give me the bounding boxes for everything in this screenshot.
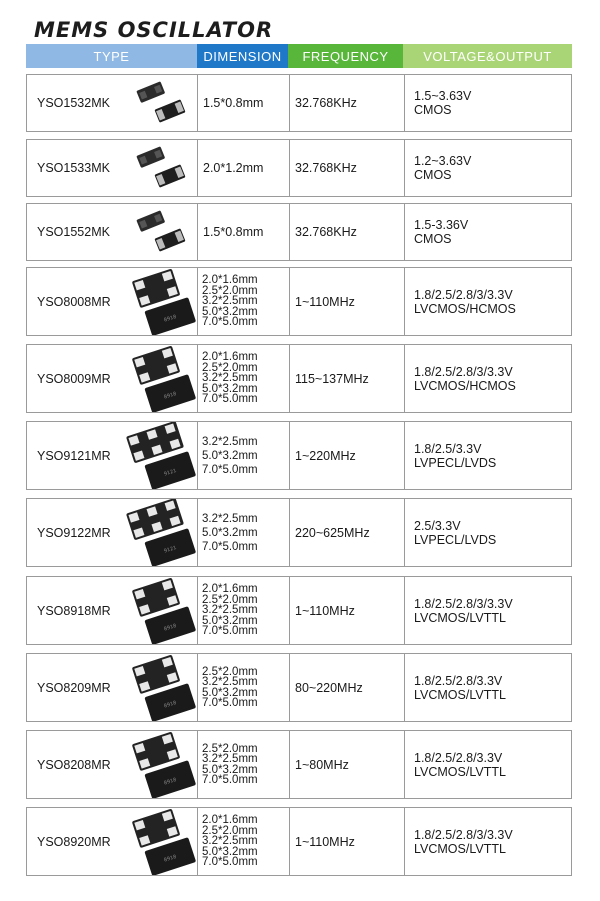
table-row — [26, 576, 572, 645]
two-pad-small-package-icon — [130, 140, 190, 196]
dimension-value: 7.0*5.0mm — [202, 774, 258, 786]
voltage-value: 2.5/3.3V — [414, 518, 461, 533]
dimension-cell — [197, 345, 294, 412]
type-cell — [27, 75, 197, 131]
output-value: LVCMOS/LVTTL — [414, 764, 506, 779]
frequency-cell: 32.768KHz — [289, 75, 404, 131]
type-cell — [27, 654, 197, 721]
svg-text:8918: 8918 — [163, 699, 178, 710]
frequency-cell: 1~110MHz — [289, 577, 404, 644]
dimension-value: 7.0*5.0mm — [202, 697, 258, 709]
dimension-value: 5.0*3.2mm — [202, 763, 258, 776]
table-row — [26, 653, 572, 722]
dimension-cell — [197, 140, 295, 196]
voltage-output-cell — [404, 75, 571, 131]
table-row — [26, 74, 572, 132]
dimension-value: 3.2*2.5mm — [202, 372, 258, 385]
dimension-value: 2.5*2.0mm — [202, 593, 258, 606]
page-title: MEMS OSCILLATOR — [34, 18, 274, 42]
dimension-value: 7.0*5.0mm — [202, 463, 258, 476]
svg-text:9121: 9121 — [163, 467, 178, 478]
model-name: YSO1533MK — [37, 161, 110, 175]
dimension-value: 7.0*5.0mm — [202, 316, 258, 329]
table-header — [26, 44, 572, 68]
output-value: CMOS — [414, 168, 452, 182]
frequency-cell: 1~110MHz — [289, 808, 404, 875]
dimension-value: 2.5*2.0mm — [202, 824, 258, 837]
model-name: YSO1552MK — [37, 225, 110, 239]
dimension-value: 5.0*3.2mm — [202, 845, 258, 858]
type-cell — [27, 140, 197, 196]
dimension-value: 1.5*0.8mm — [203, 96, 264, 110]
dimension-cell — [197, 499, 294, 566]
table-row — [26, 203, 572, 261]
type-cell — [27, 731, 197, 798]
dimension-value: 3.2*2.5mm — [202, 512, 258, 525]
model-name: YSO1532MK — [37, 96, 110, 110]
frequency-cell: 32.768KHz — [289, 140, 404, 196]
model-name: YSO9122MR — [37, 525, 111, 540]
header-voltage-output: VOLTAGE&OUTPUT — [403, 44, 572, 68]
dimension-value: 2.5*2.0mm — [202, 284, 258, 297]
dimension-value: 2.0*1.6mm — [202, 351, 258, 364]
four-pad-package-icon — [117, 731, 197, 798]
dimension-value: 3.2*2.5mm — [202, 753, 258, 765]
table-row — [26, 807, 572, 876]
voltage-output-cell — [404, 345, 571, 412]
table-row — [26, 344, 572, 413]
type-cell — [27, 345, 197, 412]
output-value: CMOS — [414, 103, 452, 117]
frequency-cell: 220~625MHz — [289, 499, 404, 566]
dimension-cell — [197, 654, 294, 721]
dimension-value: 5.0*3.2mm — [202, 382, 258, 395]
model-name: YSO8208MR — [37, 757, 111, 772]
dimension-value: 2.0*1.6mm — [202, 583, 258, 596]
dimension-value: 7.0*5.0mm — [202, 540, 258, 553]
dimension-value: 5.0*3.2mm — [202, 686, 258, 699]
frequency-cell: 115~137MHz — [289, 345, 404, 412]
four-pad-package-icon — [117, 654, 197, 721]
voltage-output-cell — [404, 808, 571, 875]
output-value: LVCMOS/HCMOS — [414, 301, 516, 316]
voltage-output-cell — [404, 731, 571, 798]
dimension-value: 5.0*3.2mm — [202, 305, 258, 318]
dimension-value: 2.0*1.6mm — [202, 274, 258, 287]
dimension-value: 7.0*5.0mm — [202, 856, 258, 869]
dimension-value: 3.2*2.5mm — [202, 604, 258, 617]
model-name: YSO8918MR — [37, 603, 111, 618]
four-pad-package-icon — [117, 345, 197, 412]
svg-text:8918: 8918 — [163, 853, 178, 864]
table-row — [26, 421, 572, 490]
type-cell — [27, 577, 197, 644]
voltage-value: 1.5~3.63V — [414, 89, 472, 103]
dimension-cell — [197, 577, 294, 644]
voltage-value: 1.8/2.5/2.8/3.3V — [414, 750, 503, 765]
voltage-value: 1.8/2.5/2.8/3/3.3V — [414, 596, 513, 611]
frequency-cell: 1~110MHz — [289, 268, 404, 335]
voltage-value: 1.8/2.5/3.3V — [414, 441, 482, 456]
dimension-cell — [197, 75, 295, 131]
frequency-cell: 1~220MHz — [289, 422, 404, 489]
voltage-output-cell — [404, 268, 571, 335]
header-type: TYPE — [26, 44, 197, 68]
dimension-value: 3.2*2.5mm — [202, 835, 258, 848]
svg-text:9121: 9121 — [163, 544, 178, 555]
table-row — [26, 139, 572, 197]
svg-text:8918: 8918 — [163, 622, 178, 633]
model-name: YSO8920MR — [37, 834, 111, 849]
dimension-value: 2.5*2.0mm — [202, 742, 258, 755]
type-cell — [27, 204, 197, 260]
four-pad-package-icon — [117, 577, 197, 644]
voltage-output-cell — [404, 422, 571, 489]
table-row — [26, 498, 572, 567]
voltage-value: 1.8/2.5/2.8/3/3.3V — [414, 364, 513, 379]
two-pad-small-package-icon — [130, 75, 190, 131]
header-dimension: DIMENSION — [197, 44, 288, 68]
dimension-value: 7.0*5.0mm — [202, 625, 258, 638]
voltage-value: 1.8/2.5/2.8/3.3V — [414, 673, 503, 688]
svg-text:8918: 8918 — [163, 776, 178, 787]
output-value: CMOS — [414, 232, 452, 246]
dimension-value: 7.0*5.0mm — [202, 393, 258, 406]
voltage-output-cell — [404, 499, 571, 566]
dimension-value: 3.2*2.5mm — [202, 676, 258, 688]
dimension-value: 3.2*2.5mm — [202, 295, 258, 308]
dimension-value: 2.5*2.0mm — [202, 361, 258, 374]
voltage-output-cell — [404, 577, 571, 644]
dimension-cell — [197, 731, 294, 798]
model-name: YSO8009MR — [37, 371, 111, 386]
output-value: LVCMOS/HCMOS — [414, 378, 516, 393]
type-cell — [27, 268, 197, 335]
model-name: YSO9121MR — [37, 448, 111, 463]
six-pad-package-icon — [117, 499, 197, 566]
model-name: YSO8008MR — [37, 294, 111, 309]
output-value: LVPECL/LVDS — [414, 455, 497, 470]
table-row — [26, 267, 572, 336]
type-cell — [27, 808, 197, 875]
svg-text:8918: 8918 — [163, 390, 178, 401]
voltage-value: 1.8/2.5/2.8/3/3.3V — [414, 827, 513, 842]
dimension-value: 3.2*2.5mm — [202, 435, 258, 448]
dimension-value: 2.0*1.6mm — [202, 814, 258, 827]
two-pad-small-package-icon — [130, 204, 190, 260]
type-cell — [27, 499, 197, 566]
four-pad-package-icon — [117, 268, 197, 335]
dimension-cell — [197, 268, 294, 335]
header-frequency: FREQUENCY — [288, 44, 403, 68]
voltage-value: 1.8/2.5/2.8/3/3.3V — [414, 287, 513, 302]
table-row — [26, 730, 572, 799]
voltage-value: 1.5-3.36V — [414, 218, 469, 232]
frequency-cell: 80~220MHz — [289, 654, 404, 721]
voltage-output-cell — [404, 204, 571, 260]
dimension-value: 2.0*1.2mm — [203, 161, 264, 175]
dimension-value: 2.5*2.0mm — [202, 665, 258, 678]
dimension-value: 1.5*0.8mm — [203, 225, 264, 239]
dimension-value: 5.0*3.2mm — [202, 449, 258, 462]
voltage-output-cell — [404, 654, 571, 721]
dimension-cell — [197, 808, 294, 875]
six-pad-package-icon — [117, 422, 197, 489]
output-value: LVCMOS/LVTTL — [414, 687, 506, 702]
dimension-value: 5.0*3.2mm — [202, 526, 258, 539]
output-value: LVCMOS/LVTTL — [414, 610, 506, 625]
type-cell — [27, 422, 197, 489]
frequency-cell: 32.768KHz — [289, 204, 404, 260]
dimension-cell — [197, 422, 294, 489]
dimension-value: 5.0*3.2mm — [202, 614, 258, 627]
dimension-cell — [197, 204, 295, 260]
svg-text:8918: 8918 — [163, 313, 178, 324]
voltage-value: 1.2~3.63V — [414, 154, 472, 168]
voltage-output-cell — [404, 140, 571, 196]
output-value: LVCMOS/LVTTL — [414, 841, 506, 856]
model-name: YSO8209MR — [37, 680, 111, 695]
four-pad-package-icon — [117, 808, 197, 875]
frequency-cell: 1~80MHz — [289, 731, 404, 798]
output-value: LVPECL/LVDS — [414, 532, 497, 547]
